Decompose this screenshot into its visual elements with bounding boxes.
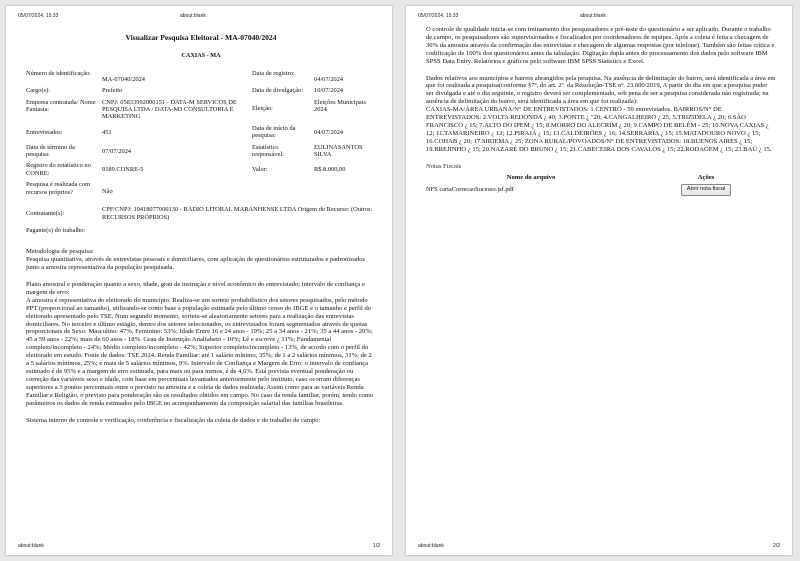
metodologia-label: Metodologia de pesquisa:: [26, 248, 94, 256]
valor-label: Valor:: [252, 166, 268, 174]
estatistico-label: Estatístico responsável:: [252, 143, 284, 159]
notas-fiscais-table: [426, 173, 776, 199]
open-invoice-button[interactable]: Abrir nota fiscal: [681, 184, 732, 196]
bairros-section: [426, 75, 776, 154]
estatistico-value: EULINASANTOS SILVA: [314, 143, 363, 159]
registro-value: 9189 CONRE-5: [102, 166, 144, 174]
contratante-value: CPF/CNPJ: 10418077000130 - RADIO LITORAL MARANHENSE LTDA Origem do Recurso: (Outros: RECURSOS PRÓPRIOS): [102, 206, 373, 221]
info-table: [26, 70, 376, 200]
data-termino-label: Data de término da pesquisa:: [26, 143, 75, 159]
plano-label: Plano amostral e ponderação quanto a sexo, idade, grau de instrução e nível econômico do entrevistado; intervalo de confiança e margem de erro:: [26, 281, 365, 296]
valor-value: R$ 8.000,00: [314, 166, 346, 174]
eleicao-label: Eleição:: [252, 104, 273, 112]
recursos-value: Não: [102, 188, 113, 196]
data-registro-label: Data de registro:: [252, 69, 295, 77]
eleicao-value: Eleições Municipais 2024: [314, 98, 366, 114]
page-footer-url: about:blank: [418, 543, 444, 549]
data-inicio-label: Data de início da pesquisa:: [252, 124, 296, 140]
registro-label: Registro do estatístico no CONRE:: [26, 162, 91, 177]
recursos-label: Pesquisa é realizada com recursos próprios?: [26, 181, 91, 196]
contratante-label: Contratante(s):: [26, 210, 65, 218]
data-termino-value: 07/07/2024: [102, 147, 132, 155]
notas-fiscais-label: Notas Fiscais: [426, 162, 462, 170]
print-page-2: [406, 6, 792, 555]
bairros-text: CAXIAS-MA/ÁREA URBANA/N° DE ENTREVISTADOS: 1.CENTRO - 50 entrevistados. BAIRROS/N° DE ENTREVISTADOS: 2.VOLTA REDONDA ¿ 40; 3.PONTE ¿ "20; 4.CANGALHEIRO ¿ 25; 5.TRIZIDELA ¿ 20; 6.SÃO FRANCISCO ¿ 15; 7.ALTO DO IPEM ¿ 15; 8.MORRO DO ALECRIM ¿ 20; 9.CAMPO DE BELÉM - 25; 10.NOVA CAXIAS ¿ 12; 11.TAMARINEIRO ¿ 12; 12.PIRAJÁ ¿ 15; 13.CALDEIRÕES ¿ 16; 14.SERRARIA ¿ 15; 15.MATADOURO NOVO ¿ 15; 16.COHAB ¿ 20; 17.SIRIEMA ¿ 25; ZONA RURAL/POVOADOS/N° DE ENTREVISTADOS: 18.BUENOS AIRES ¿ 15; 19.BREJINHO ¿ 15; 20.NAZARÉ DO BRUNO ¿ 15; 21.CABECEIRA DOS CAVALOS ¿ 15; 22.RODAGEM ¿ 15; 23.BAÚ ¿ 15.: [426, 106, 772, 153]
plano-text: A amostra é representativa do eleitorado do município. Realiza-se um sorteio probabilístico dos setores pesquisados, pelo método PPT (proporcional ao tamanho), utilizando-se como base a população estimada pelo último censo do IBGE e o tamanho e perfil do eleitorado apresentado pelo TSE. Num segundo momento, sorteiu-se aleatoriamente setores para a realização das entrevistas domiciliares. No terceiro e último estágio, dentro dos setores selecionados, os entrevistados foram segmentados através de quotas proporcionais de Sexo: Masculino: 47%, Feminino: 53%; Idade Entre 16 e 24 anos - 19%; 25 a 34 anos - 21%; 35 a 44 anos - 20%; 45 a 59 anos - 22%; mais de 60 anos - 18%. Grau de Instrução Analfabeto - 10%; Lê e escreve ¿ 11%; Fundamental completo/incompleto - 24%; Médio completo/incompleto - 42%; Superior completo/incompleto - 13%, de acordo com o perfil do eleitorado em estudo. Fonte de dados: TSE 2024. Renda Familiar: até 1 salário mínimo, 35%; de 1 a 2 salários mínimos, 31%; de 2 a 5 salários mínimos, 25%; e mais de 5 salários mínimos, 9%. Intervalo de Confiança e Margem de Erro: o intervalo de confiança estimado é de 95% e a margem de erro estimada, para mais ou para menos, é de 4,6%. Está prevista eventual ponderação ou correção das variáveis sexo e idade, com base em percentuais levantados anteriormente pelo instituto, caso ocorram diferenças superiores a 3 pontos percentuais entre o previsto na amostra e a coleta de dados realizada. Assim como para as variáveis Renda Familiar e Religião, o previsto para ponderação são os resultados obtidos em campo. No caso da renda familiar, porém, tendo como parâmetros os dados de renda estimados pelo IBGE no acompanhamento da composição salarial das famílias brasileiras.: [26, 296, 374, 407]
contratante-row: [26, 206, 376, 221]
data-divulgacao-label: Data de divulgação:: [252, 87, 304, 95]
page-number: 2/2: [773, 543, 780, 549]
sistema-text: O controle de qualidade inicia-se com treinamento dos pesquisadores e pré-teste do questionário a ser aplicado. Durante o trabalho de campo, os pesquisadores são supervisionados e fiscalizados por coordenadores de equipes. Após a coleta é feita a checagem de 30% da amostra através da confirmação das entrevistas e checagem de algumas respostas (por telefone). Também são feitas crítica e codificação de 100% dos questionários antes da tabulação. Digitação dupla antes do processamento dos dados pelo software IBM SPSS Data Entry. Relatórios e gráficos pelo software IBM SPSS Statistics e Excel.: [426, 26, 775, 65]
entrevistados-label: Entrevistados:: [26, 128, 63, 136]
entrevistados-value: 451: [102, 128, 112, 136]
sistema-section: [26, 417, 376, 425]
empresa-value: CNPJ: 05833992000151 - DATA-M SERVICOS DE PESQUISA LTDA / DATA-M3 CONSULTORIA E MARKETING: [102, 98, 237, 121]
files-header-name: Nome do arquivo: [506, 173, 556, 181]
page-footer-url: about:blank: [18, 543, 44, 549]
files-header-actions: Ações: [697, 173, 715, 181]
bairros-label: Dados relativos aos municípios e bairros abrangidos pela pesquisa. Na ausência de delimitação do bairro, será identificada a área em que foi realizada a pesquisa(conforme §7º. do art. 2º. da Resolução-TSE nº. 23.600/2019, A partir do dia em que a pesquisa puder ser divulgada e até o dia seguinte, o registro deverá ser complementado, sob pena de ser a pesquisa considerada não registrada; na ausência de delimitação do bairro, será identificada a área em que foi realizada):: [426, 74, 776, 106]
page-number: 1/2: [373, 543, 380, 549]
table-row: [426, 182, 776, 198]
page-header-title: about:blank: [180, 13, 206, 19]
data-registro-value: 04/07/2024: [314, 75, 344, 83]
metodologia-text: Pesquisa quantitativa, através de entrevistas pessoais e domiciliares, com aplicação de questionários estruturados e padronizados junto a amostra representativa da população pesquisada.: [26, 256, 366, 272]
plano-section: [26, 281, 376, 408]
page-header-datetime: 05/07/2024, 15:33: [418, 13, 459, 19]
numero-value: MA-07040/2024: [102, 75, 145, 83]
report-content-continued: [426, 26, 776, 198]
sistema-label: Sistema interno de controle e verificação, conferência e fiscalização da coleta de dados e do trabalho de campo:: [26, 416, 321, 424]
data-inicio-value: 04/07/2024: [314, 128, 344, 136]
page-header-datetime: 05/07/2024, 15:33: [18, 13, 59, 19]
pagante-row: [26, 227, 376, 234]
pagante-label: Pagante(s) do trabalho:: [26, 226, 86, 234]
page-header-title: about:blank: [580, 13, 606, 19]
cargos-label: Cargo(s):: [26, 87, 51, 95]
data-divulgacao-value: 10/07/2024: [314, 87, 344, 95]
cargos-value: Prefeito: [102, 87, 123, 95]
print-page-1: [6, 6, 392, 555]
file-name: NFS cartaCorrecaoSucesso.jsf.pdf: [426, 186, 514, 194]
empresa-label: Empresa contratada/ Nome Fantasia:: [26, 98, 96, 114]
report-content: [26, 30, 376, 424]
report-title: Visualizar Pesquisa Eleitoral - MA-07040/2024: [125, 33, 277, 42]
report-subtitle: CAXIAS - MA: [181, 51, 221, 59]
metodologia-section: [26, 248, 376, 272]
numero-label: Número de identificação:: [26, 69, 91, 77]
